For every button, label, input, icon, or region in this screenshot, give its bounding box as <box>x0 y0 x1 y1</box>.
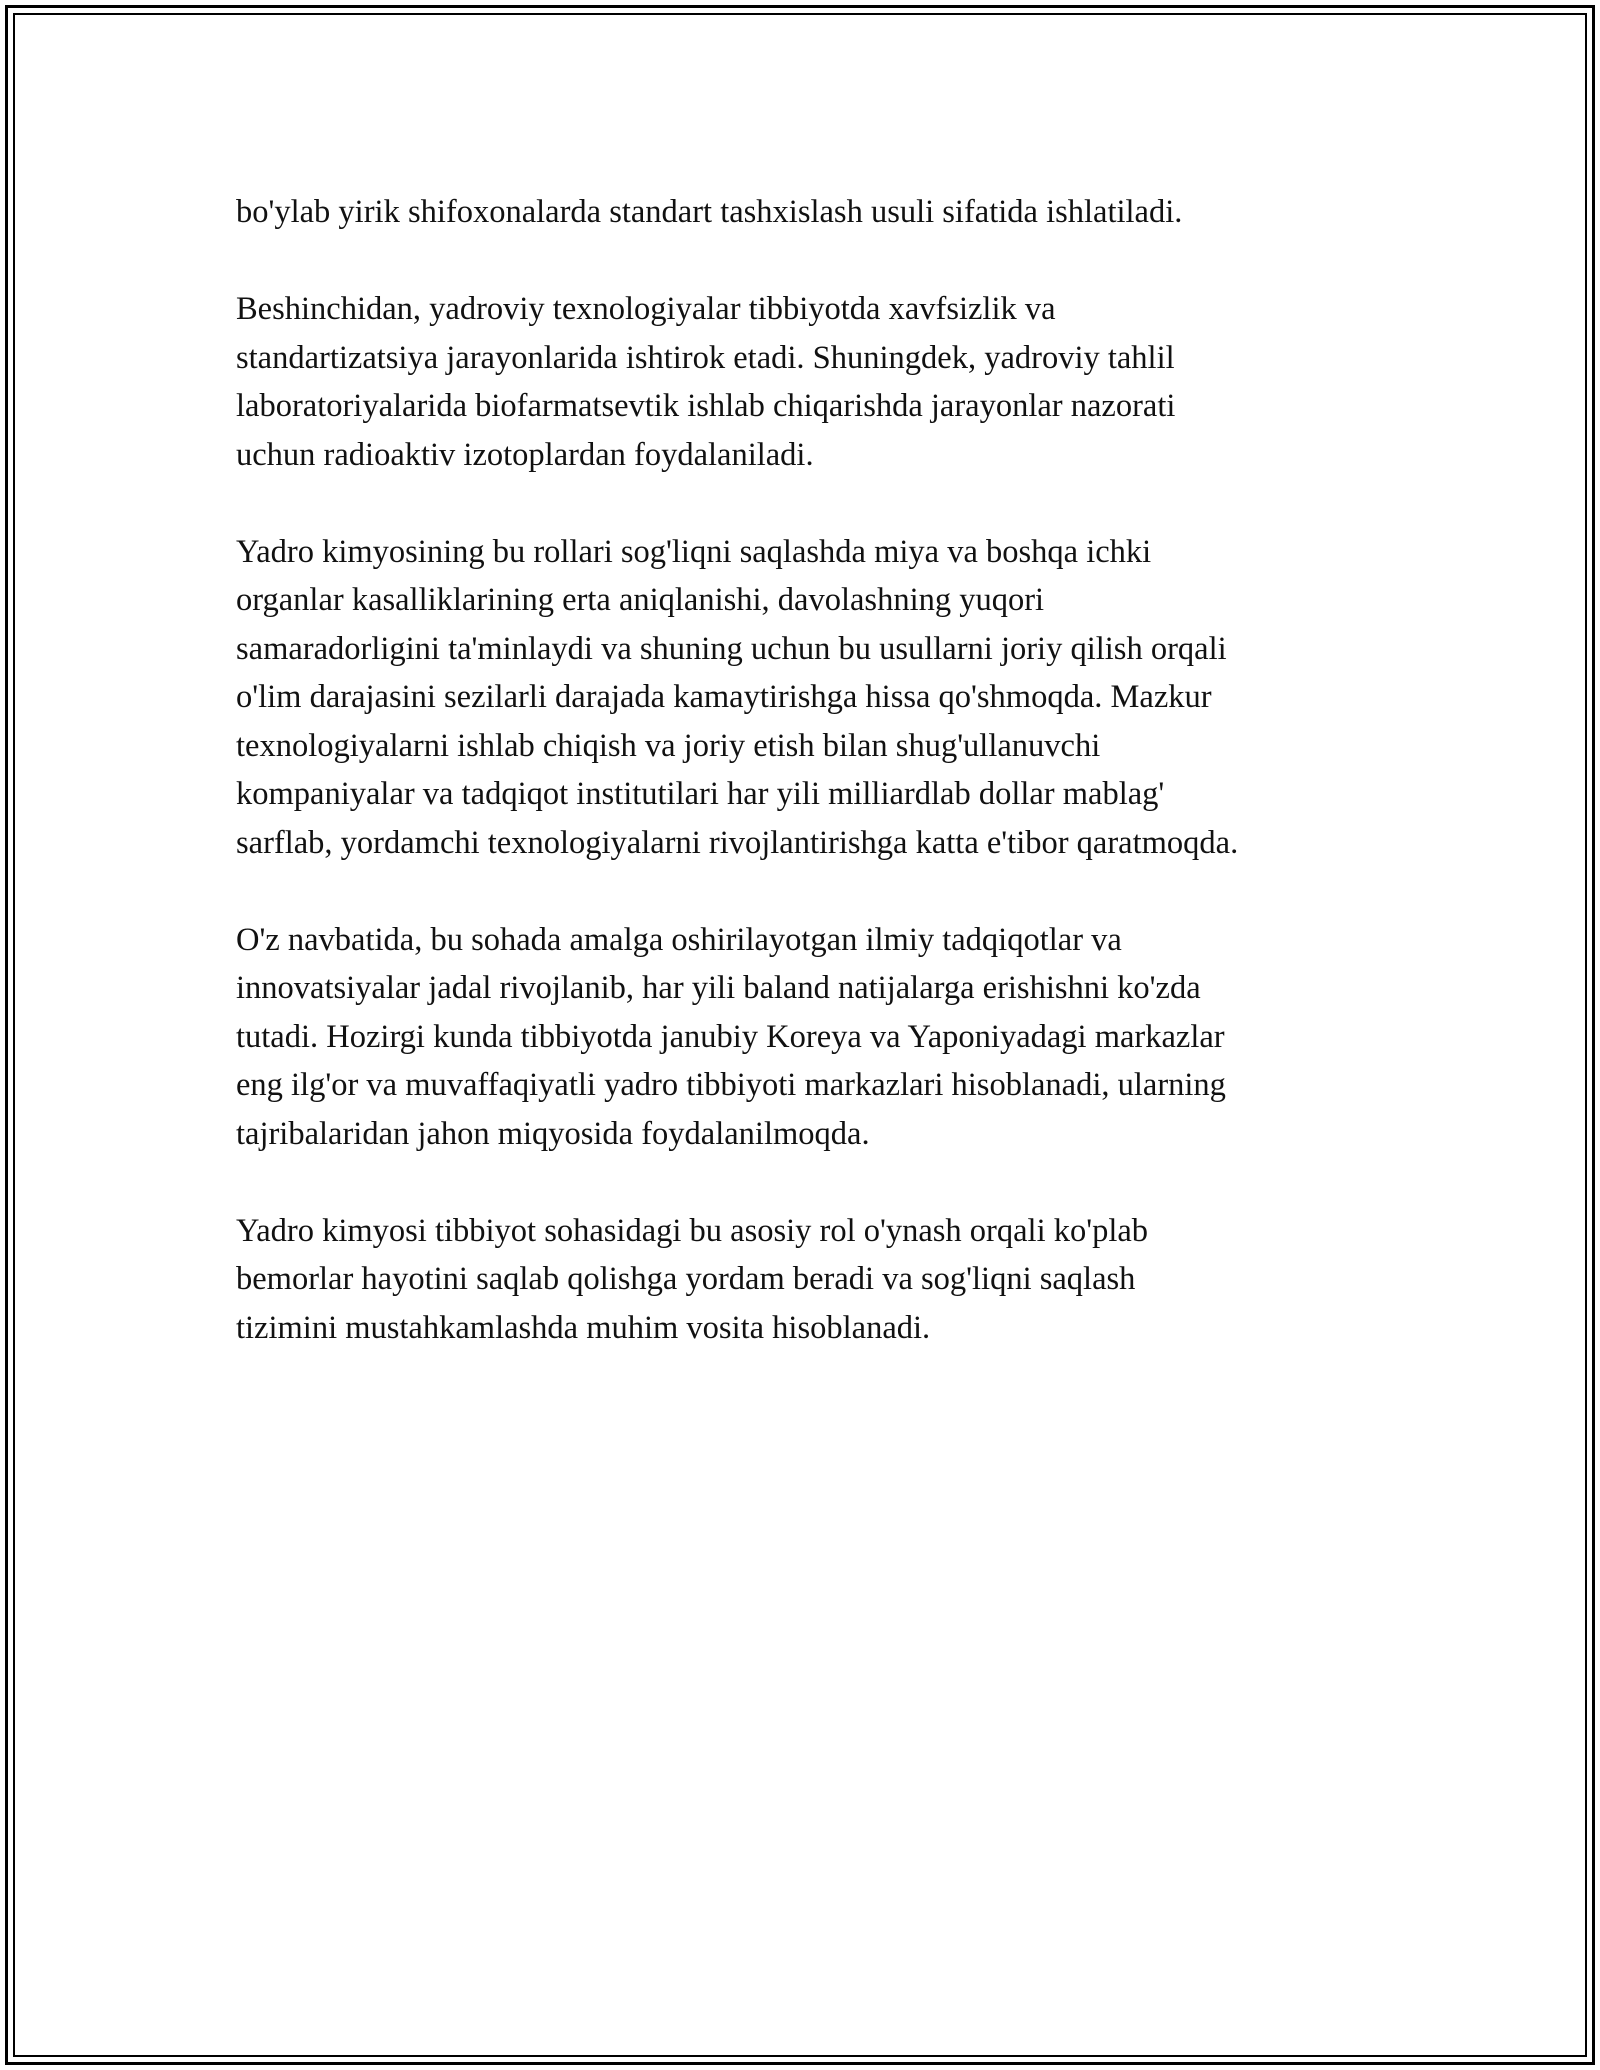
text-line: eng ilg'or va muvaffaqiyatli yadro tibbiyoti markazlari hisoblanadi, ularning <box>236 1067 1226 1103</box>
paragraph-2 <box>236 285 1386 479</box>
text-line: texnologiyalarni ishlab chiqish va joriy etish bilan shug'ullanuvchi <box>236 727 1101 764</box>
text-line: Yadro kimyosining bu rollari sog'liqni saqlashda miya va boshqa ichki <box>236 533 1152 570</box>
paragraph-3 <box>236 528 1386 868</box>
text-line: O'z navbatida, bu sohada amalga oshirilayotgan ilmiy tadqiqotlar va <box>236 921 1122 958</box>
text-line: o'lim darajasini sezilarli darajada kamaytirishga hissa qo'shmoqda. Mazkur <box>236 679 1212 715</box>
text-line: organlar kasalliklarining erta aniqlanishi, davolashning yuqori <box>236 582 1045 618</box>
paragraph-4 <box>236 916 1386 1159</box>
text-line: tizimini mustahkamlashda muhim vosita hisoblanadi. <box>236 1309 931 1346</box>
text-line: innovatsiyalar jadal rivojlanib, har yili baland natijalarga erishishni ko'zda <box>236 970 1201 1006</box>
text-line: bo'ylab yirik shifoxonalarda standart tashxislash usuli sifatida ishlatiladi. <box>236 194 1183 230</box>
text-line: kompaniyalar va tadqiqot institutilari har yili milliardlab dollar mablag' <box>236 776 1165 812</box>
text-line: tajribalaridan jahon miqyosida foydalanilmoqda. <box>236 1115 870 1152</box>
text-line: bemorlar hayotini saqlab qolishga yordam beradi va sog'liqni saqlash <box>236 1261 1136 1297</box>
text-line: standartizatsiya jarayonlarida ishtirok etadi. Shuningdek, yadroviy tahlil <box>236 339 1175 376</box>
paragraph-1 <box>236 188 1386 237</box>
text-line: Beshinchidan, yadroviy texnologiyalar tibbiyotda xavfsizlik va <box>236 291 1056 327</box>
text-line: laboratoriyalarida biofarmatsevtik ishlab chiqarishda jarayonlar nazorati <box>236 388 1176 424</box>
paragraph-5 <box>236 1207 1386 1353</box>
text-line: Yadro kimyosi tibbiyot sohasidagi bu asosiy rol o'ynash orqali ko'plab <box>236 1212 1149 1249</box>
text-line: tutadi. Hozirgi kunda tibbiyotda janubiy Koreya va Yaponiyadagi markazlar <box>236 1018 1225 1055</box>
document-body <box>236 188 1386 1401</box>
text-line: uchun radioaktiv izotoplardan foydalaniladi. <box>236 436 814 473</box>
text-line: sarflab, yordamchi texnologiyalarni rivojlantirishga katta e'tibor qaratmoqda. <box>236 824 1239 861</box>
text-line: samaradorligini ta'minlaydi va shuning uchun bu usullarni joriy qilish orqali <box>236 630 1227 667</box>
